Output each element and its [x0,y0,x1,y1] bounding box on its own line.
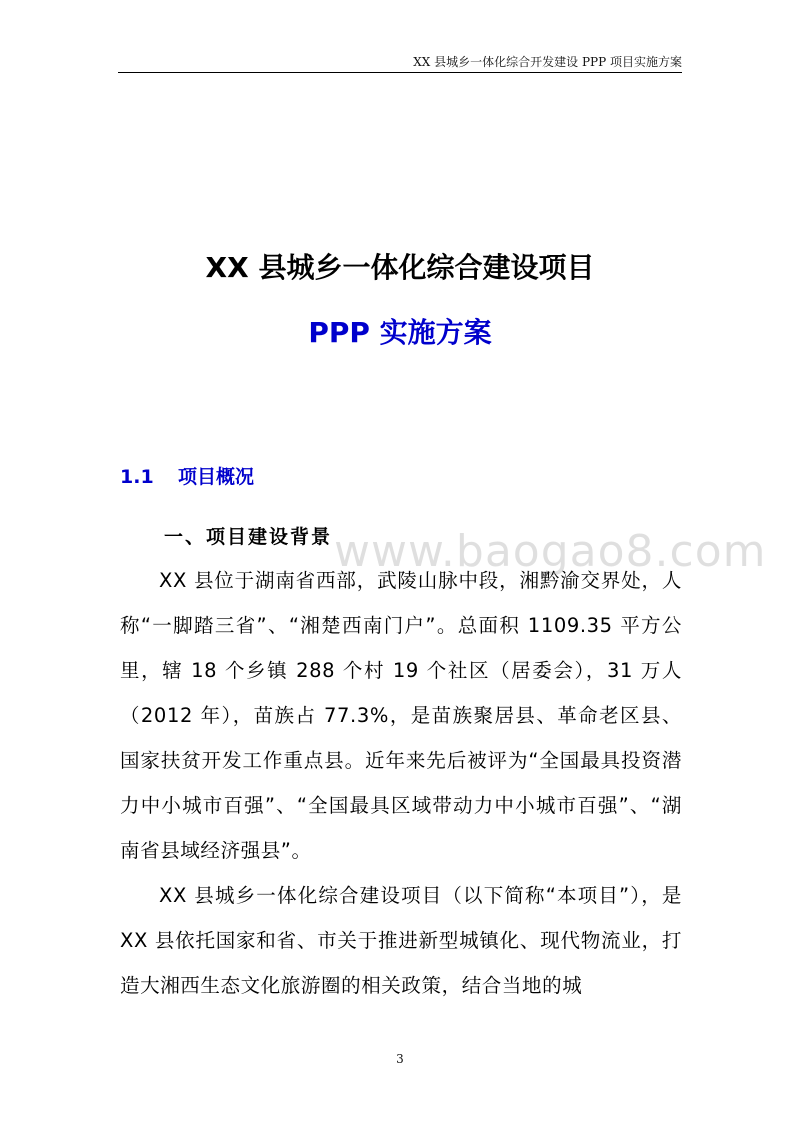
watermark: www.baogao8.com [334,526,767,577]
subsection-heading: 一、项目建设背景 [164,526,333,548]
body-paragraph-1 [120,558,682,873]
header-divider [118,72,682,73]
document-subtitle: PPP 实施方案 [308,316,492,349]
paragraph-text: XX 县城乡一体化综合建设项目（以下简称“本项目”），是 XX 县依托国家和省、市关于推进新型城镇化、现代物流业，打造大湘西生态文化旅游圈的相关政策，结合当地的城 [120,884,682,997]
document-title: XX 县城乡一体化综合建设项目 [205,251,595,284]
running-header: XX 县城乡一体化综合开发建设 PPP 项目实施方案 [413,55,682,69]
section-title: 项目概况 [178,466,255,488]
page-number: 3 [396,1052,404,1066]
section-heading [120,462,254,492]
section-number: 1.1 [120,466,154,488]
body-paragraph-2 [120,873,682,1008]
paragraph-text: XX 县位于湖南省西部，武陵山脉中段，湘黔渝交界处，人称“一脚踏三省”、“湘楚西南门户”。总面积 1109.35 平方公里，辖 18 个乡镇 288 个村 19 个社区（居委会），31 万人（2012 年），苗族占 77.3%，是苗族聚居县、革命老区县、国家扶贫开发工作重点县。近年来先后被评为“全国最具投资潜力中小城市百强”、“全国最具区域带动力中小城市百强”、“湖南省县域经济强县”。 [120,569,682,862]
